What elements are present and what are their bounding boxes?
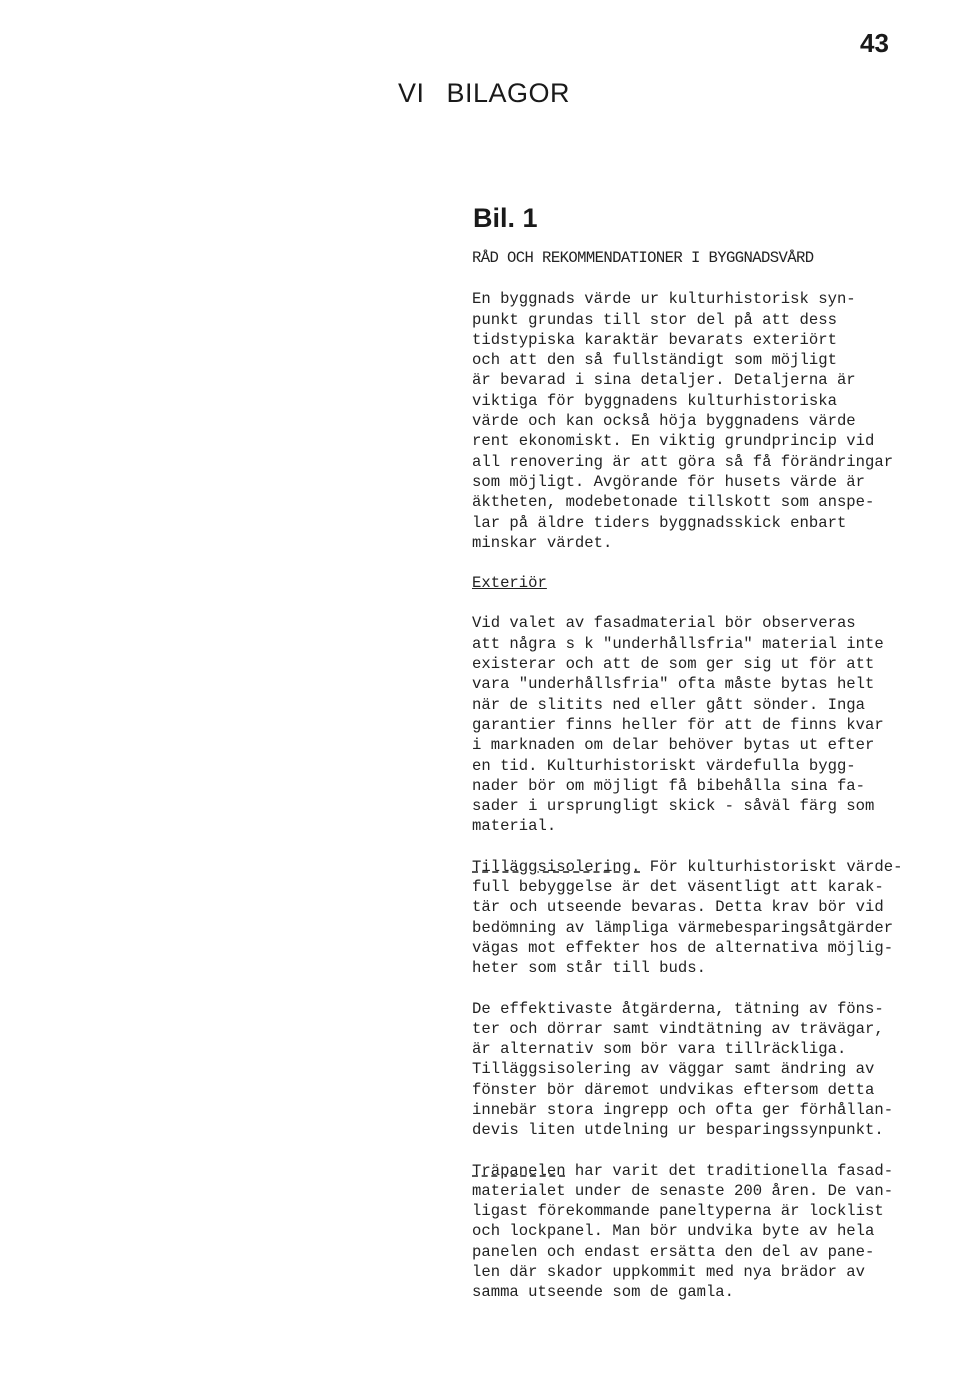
text-line: samma utseende som de gamla. bbox=[472, 1283, 735, 1302]
text-line: att några s k "underhållsfria" material inte bbox=[472, 634, 884, 653]
text-line: vara "underhållsfria" ofta måste bytas helt bbox=[472, 675, 875, 694]
measures-paragraph bbox=[472, 999, 942, 1141]
text-line: sader i ursprungligt skick - såväl färg som bbox=[472, 797, 875, 816]
text-line: tidstypiska karaktär bevarats exteriört bbox=[472, 330, 837, 349]
page-number: 43 bbox=[860, 28, 889, 58]
text-line: Tilläggsisolering av väggar samt ändring av bbox=[472, 1060, 875, 1079]
text-line: när de slitits ned eller gått sönder. Inga bbox=[472, 695, 866, 714]
text-line: en tid. Kulturhistoriskt värdefulla bygg- bbox=[472, 756, 856, 775]
text-line: är bevarad i sina detaljer. Detaljerna är bbox=[472, 371, 856, 390]
text-line: devis liten utdelning ur besparingssynpunkt. bbox=[472, 1121, 884, 1140]
insulation-paragraph bbox=[472, 857, 942, 979]
exterior-heading: Exteriör bbox=[472, 574, 547, 593]
text-line: som möjligt. Avgörande för husets värde är bbox=[472, 472, 866, 491]
appendix-label: Bil. 1 bbox=[473, 203, 538, 233]
intro-paragraph bbox=[472, 289, 942, 553]
text-line: innebär stora ingrepp och ofta ger förhållan- bbox=[472, 1100, 894, 1119]
section-heading bbox=[398, 78, 570, 109]
text-line: vägas mot effekter hos de alternativa möjlig- bbox=[472, 938, 894, 957]
text-line: bedömning av lämpliga värmebesparingsåtgärder bbox=[472, 918, 894, 937]
text-line: nader bör om möjligt få bibehålla sina fa- bbox=[472, 776, 866, 795]
text-line: De effektivaste åtgärderna, tätning av föns- bbox=[472, 999, 884, 1018]
document-title: RÅD OCH REKOMMENDATIONER I BYGGNADSVÅRD bbox=[472, 249, 814, 267]
text-line: värde och kan också höja byggnadens värde bbox=[472, 412, 856, 431]
text-line: och att den så fullständigt som möjligt bbox=[472, 351, 837, 370]
text-line: tär och utseende bevaras. Detta krav bör vid bbox=[472, 898, 884, 917]
text-line: full bebyggelse är det väsentligt att karak- bbox=[472, 878, 884, 897]
text-line: existerar och att de som ger sig ut för att bbox=[472, 655, 875, 674]
text-line: är alternativ som bör vara tillräckliga. bbox=[472, 1040, 847, 1059]
text-line: all renovering är att göra så få förändringar bbox=[472, 452, 894, 471]
text-line: och lockpanel. Man bör undvika byte av hela bbox=[472, 1222, 875, 1241]
text-line: rent ekonomiskt. En viktig grundprincip vid bbox=[472, 432, 875, 451]
text-line: ter och dörrar samt vindtätning av trävägar, bbox=[472, 1019, 884, 1038]
text-line: garantier finns heller för att de finns kvar bbox=[472, 715, 884, 734]
text-line: len där skador uppkommit med nya brädor av bbox=[472, 1263, 866, 1282]
text-line: material. bbox=[472, 817, 557, 836]
text-line: En byggnads värde ur kulturhistorisk syn- bbox=[472, 290, 856, 309]
text-line: panelen och endast ersätta den del av pane- bbox=[472, 1242, 875, 1261]
document-body bbox=[472, 248, 942, 1323]
panel-first-line-rest: har varit det traditionella fasad- bbox=[565, 1161, 894, 1180]
panel-term: Träpanelen bbox=[472, 1161, 566, 1180]
text-line: lar på äldre tiders byggnadsskick enbart bbox=[472, 513, 847, 532]
exterior-paragraph bbox=[472, 613, 942, 836]
text-line: materialet under de senaste 200 åren. De van- bbox=[472, 1181, 894, 1200]
text-line: ligast förekommande paneltyperna är locklist bbox=[472, 1202, 884, 1221]
insulation-term: Tilläggsisolering. bbox=[472, 857, 641, 876]
text-line: minskar värdet. bbox=[472, 533, 613, 552]
insulation-first-line-rest: För kulturhistoriskt värde- bbox=[640, 857, 903, 876]
section-number: VI bbox=[398, 78, 425, 108]
section-title: BILAGOR bbox=[446, 78, 571, 108]
text-line: heter som står till buds. bbox=[472, 959, 706, 978]
text-line: punkt grundas till stor del på att dess bbox=[472, 310, 837, 329]
text-line: Vid valet av fasadmaterial bör observeras bbox=[472, 614, 856, 633]
panel-paragraph bbox=[472, 1161, 942, 1303]
text-line bbox=[472, 857, 942, 877]
text-line: i marknaden om delar behöver bytas ut efter bbox=[472, 736, 875, 755]
text-line: äktheten, modebetonade tillskott som anspe- bbox=[472, 493, 875, 512]
text-line: fönster bör däremot undvikas eftersom detta bbox=[472, 1080, 875, 1099]
text-line bbox=[472, 1161, 942, 1181]
text-line: viktiga för byggnadens kulturhistoriska bbox=[472, 391, 837, 410]
